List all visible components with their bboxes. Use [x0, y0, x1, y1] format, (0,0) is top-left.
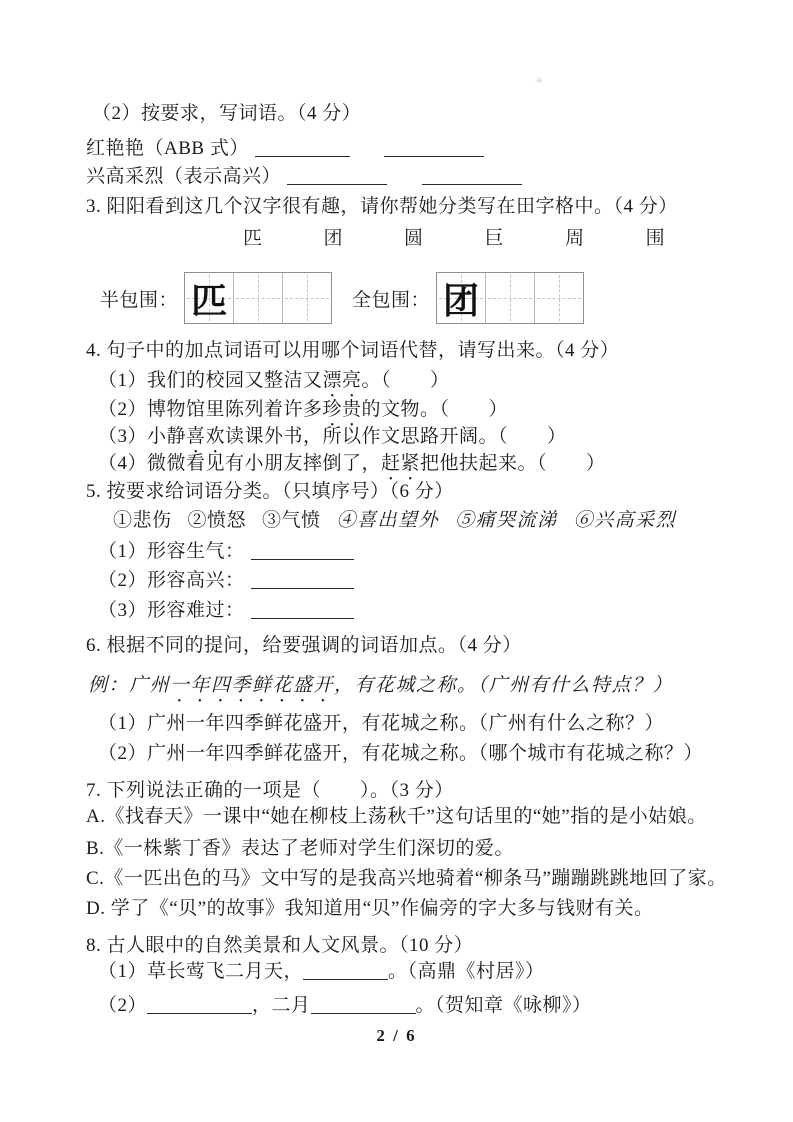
- q4-item-3-pre: （3）小静: [98, 426, 187, 447]
- tian-cell: [534, 273, 583, 323]
- q3-title: 3. 阳阳看到这几个汉字很有趣，请你帮她分类写在田字格中。（4 分）: [86, 196, 678, 217]
- tian-grid-full: [436, 272, 584, 324]
- q5-word: ②愤怒: [187, 510, 247, 531]
- q3-char: 巨: [484, 228, 505, 249]
- q3-character-row: [243, 228, 665, 250]
- q8-item-2: [98, 995, 592, 1017]
- q3-char: 圆: [404, 228, 424, 249]
- answer-blank: [311, 999, 416, 1014]
- q4-item-3-post: 读课外书，所以作文思路开阔。（ ）: [225, 426, 567, 447]
- q5-item-3-label: （3）形容难过：: [98, 600, 245, 621]
- tian-cell: [485, 273, 534, 323]
- q4-title: 4. 句子中的加点词语可以用哪个词语代替，请写出来。（4 分）: [86, 340, 620, 361]
- emphasized-word: 漂亮: [322, 370, 362, 391]
- q8-item-1: [98, 961, 545, 983]
- tian-grid-semi: [184, 272, 332, 324]
- answer-blank: [384, 142, 484, 157]
- q8-item-1-pre: （1）草长莺飞二月天，: [98, 961, 304, 982]
- q7-option-a: A.《找春天》一课中“她在柳枝上荡秋千”这句话里的“她”指的是小姑娘。: [86, 806, 707, 827]
- emphasized-word: 喜欢: [186, 426, 226, 447]
- q4-item-1: [98, 370, 450, 402]
- answer-blank: [287, 170, 387, 185]
- q5-word-bank: [113, 510, 676, 532]
- answer-blank: [147, 999, 252, 1014]
- q6-title: 6. 根据不同的提问，给要强调的词语加点。（4 分）: [86, 635, 522, 656]
- fully-enclosed-label: 全包围：: [352, 289, 431, 311]
- q8-item-2-post: 。（贺知章《咏柳》）: [415, 995, 592, 1016]
- q7-option-b: B.《一株紫丁香》表达了老师对学生们深切的爱。: [86, 838, 514, 859]
- q4-item-4-pre: （4）微微看见有小朋友摔倒了，: [98, 453, 382, 474]
- q8-item-2-mid: ，二月: [252, 995, 311, 1016]
- semi-enclosed-label: 半包围：: [100, 289, 179, 311]
- q5-item-1-label: （1）形容生气：: [98, 541, 245, 562]
- q2-row-happy-label: 兴高采烈（表示高兴）: [86, 166, 282, 187]
- tian-cell: [233, 273, 282, 323]
- answer-blank: [251, 604, 354, 619]
- q6-example: [88, 675, 673, 707]
- q2-row-abb-label: 红艳艳（ABB 式）: [86, 138, 249, 159]
- q4-item-2-post: 的文物。（ ）: [361, 399, 509, 420]
- q8-item-2-pre: （2）: [98, 995, 148, 1016]
- emphasized-word: 珍贵: [322, 399, 362, 420]
- tian-cell: [282, 273, 331, 323]
- q2-sub2-title: （2）按要求，写词语。（4 分）: [92, 103, 362, 124]
- q3-char: 周: [565, 228, 585, 249]
- emphasized-phrase: 一年四季鲜花盛开: [170, 675, 335, 696]
- q5-word: ④喜出望外: [336, 510, 440, 531]
- handwritten-char: 匹: [191, 280, 228, 321]
- answer-blank: [251, 545, 354, 560]
- q5-title: 5. 按要求给词语分类。（只填序号）（6 分）: [86, 481, 454, 502]
- answer-blank: [422, 170, 522, 185]
- q7-title: 7. 下列说法正确的一项是（ ）。（3 分）: [86, 780, 454, 801]
- fully-enclosed-group: [352, 272, 584, 324]
- q4-item-2-pre: （2）博物馆里陈列着许多: [98, 399, 323, 420]
- q6-example-pre: 例：广州: [88, 675, 171, 696]
- semi-enclosed-group: [100, 272, 332, 324]
- q5-word: ①悲伤: [113, 510, 172, 531]
- q2-row-happy: [86, 166, 522, 188]
- emphasized-word: 赶紧: [381, 453, 421, 474]
- tian-cell: [185, 273, 233, 323]
- q3-char: 围: [645, 228, 666, 249]
- q3-char: 匹: [243, 228, 263, 249]
- q3-char: 团: [323, 228, 344, 249]
- q6-item-1: （1）广州一年四季鲜花盛开，有花城之称。（广州有什么之称？）: [98, 713, 665, 734]
- q5-item-2: [98, 570, 354, 592]
- handwritten-char: 团: [443, 280, 480, 321]
- q4-item-4-post: 把他扶起来。（ ）: [420, 453, 606, 474]
- q8-item-1-post: 。（高鼎《村居》）: [388, 961, 545, 982]
- answer-blank: [251, 574, 354, 589]
- q6-item-2: （2）广州一年四季鲜花盛开，有花城之称。（哪个城市有花城之称？）: [98, 743, 704, 764]
- q7-option-c: C.《一匹出色的马》文中写的是我高兴地骑着“柳条马”蹦蹦跳跳地回了家。: [86, 868, 727, 889]
- answer-blank: [255, 142, 350, 157]
- q4-item-1-post: 。（ ）: [361, 370, 450, 391]
- q4-item-1-pre: （1）我们的校园又整洁又: [98, 370, 323, 391]
- q7-option-d: D. 学了《“贝”的故事》我知道用“贝”作偏旁的字大多与钱财有关。: [86, 898, 654, 919]
- q5-item-2-label: （2）形容高兴：: [98, 570, 245, 591]
- q5-word: ⑤痛哭流涕: [455, 510, 558, 531]
- page-number: 2 / 6: [376, 1026, 417, 1045]
- stray-mark: ✳: [535, 76, 544, 87]
- q5-item-1: [98, 541, 354, 563]
- answer-blank: [303, 965, 388, 980]
- q5-word: ③气愤: [262, 510, 321, 531]
- q2-row-abb: [86, 138, 484, 160]
- tian-cell: [437, 273, 485, 323]
- q6-example-post: ，有花城之称。（广州有什么特点？）: [334, 675, 674, 696]
- q8-title: 8. 古人眼中的自然美景和人文风景。（10 分）: [86, 935, 474, 956]
- q5-word: ⑥兴高采烈: [573, 510, 677, 531]
- q5-item-3: [98, 600, 354, 622]
